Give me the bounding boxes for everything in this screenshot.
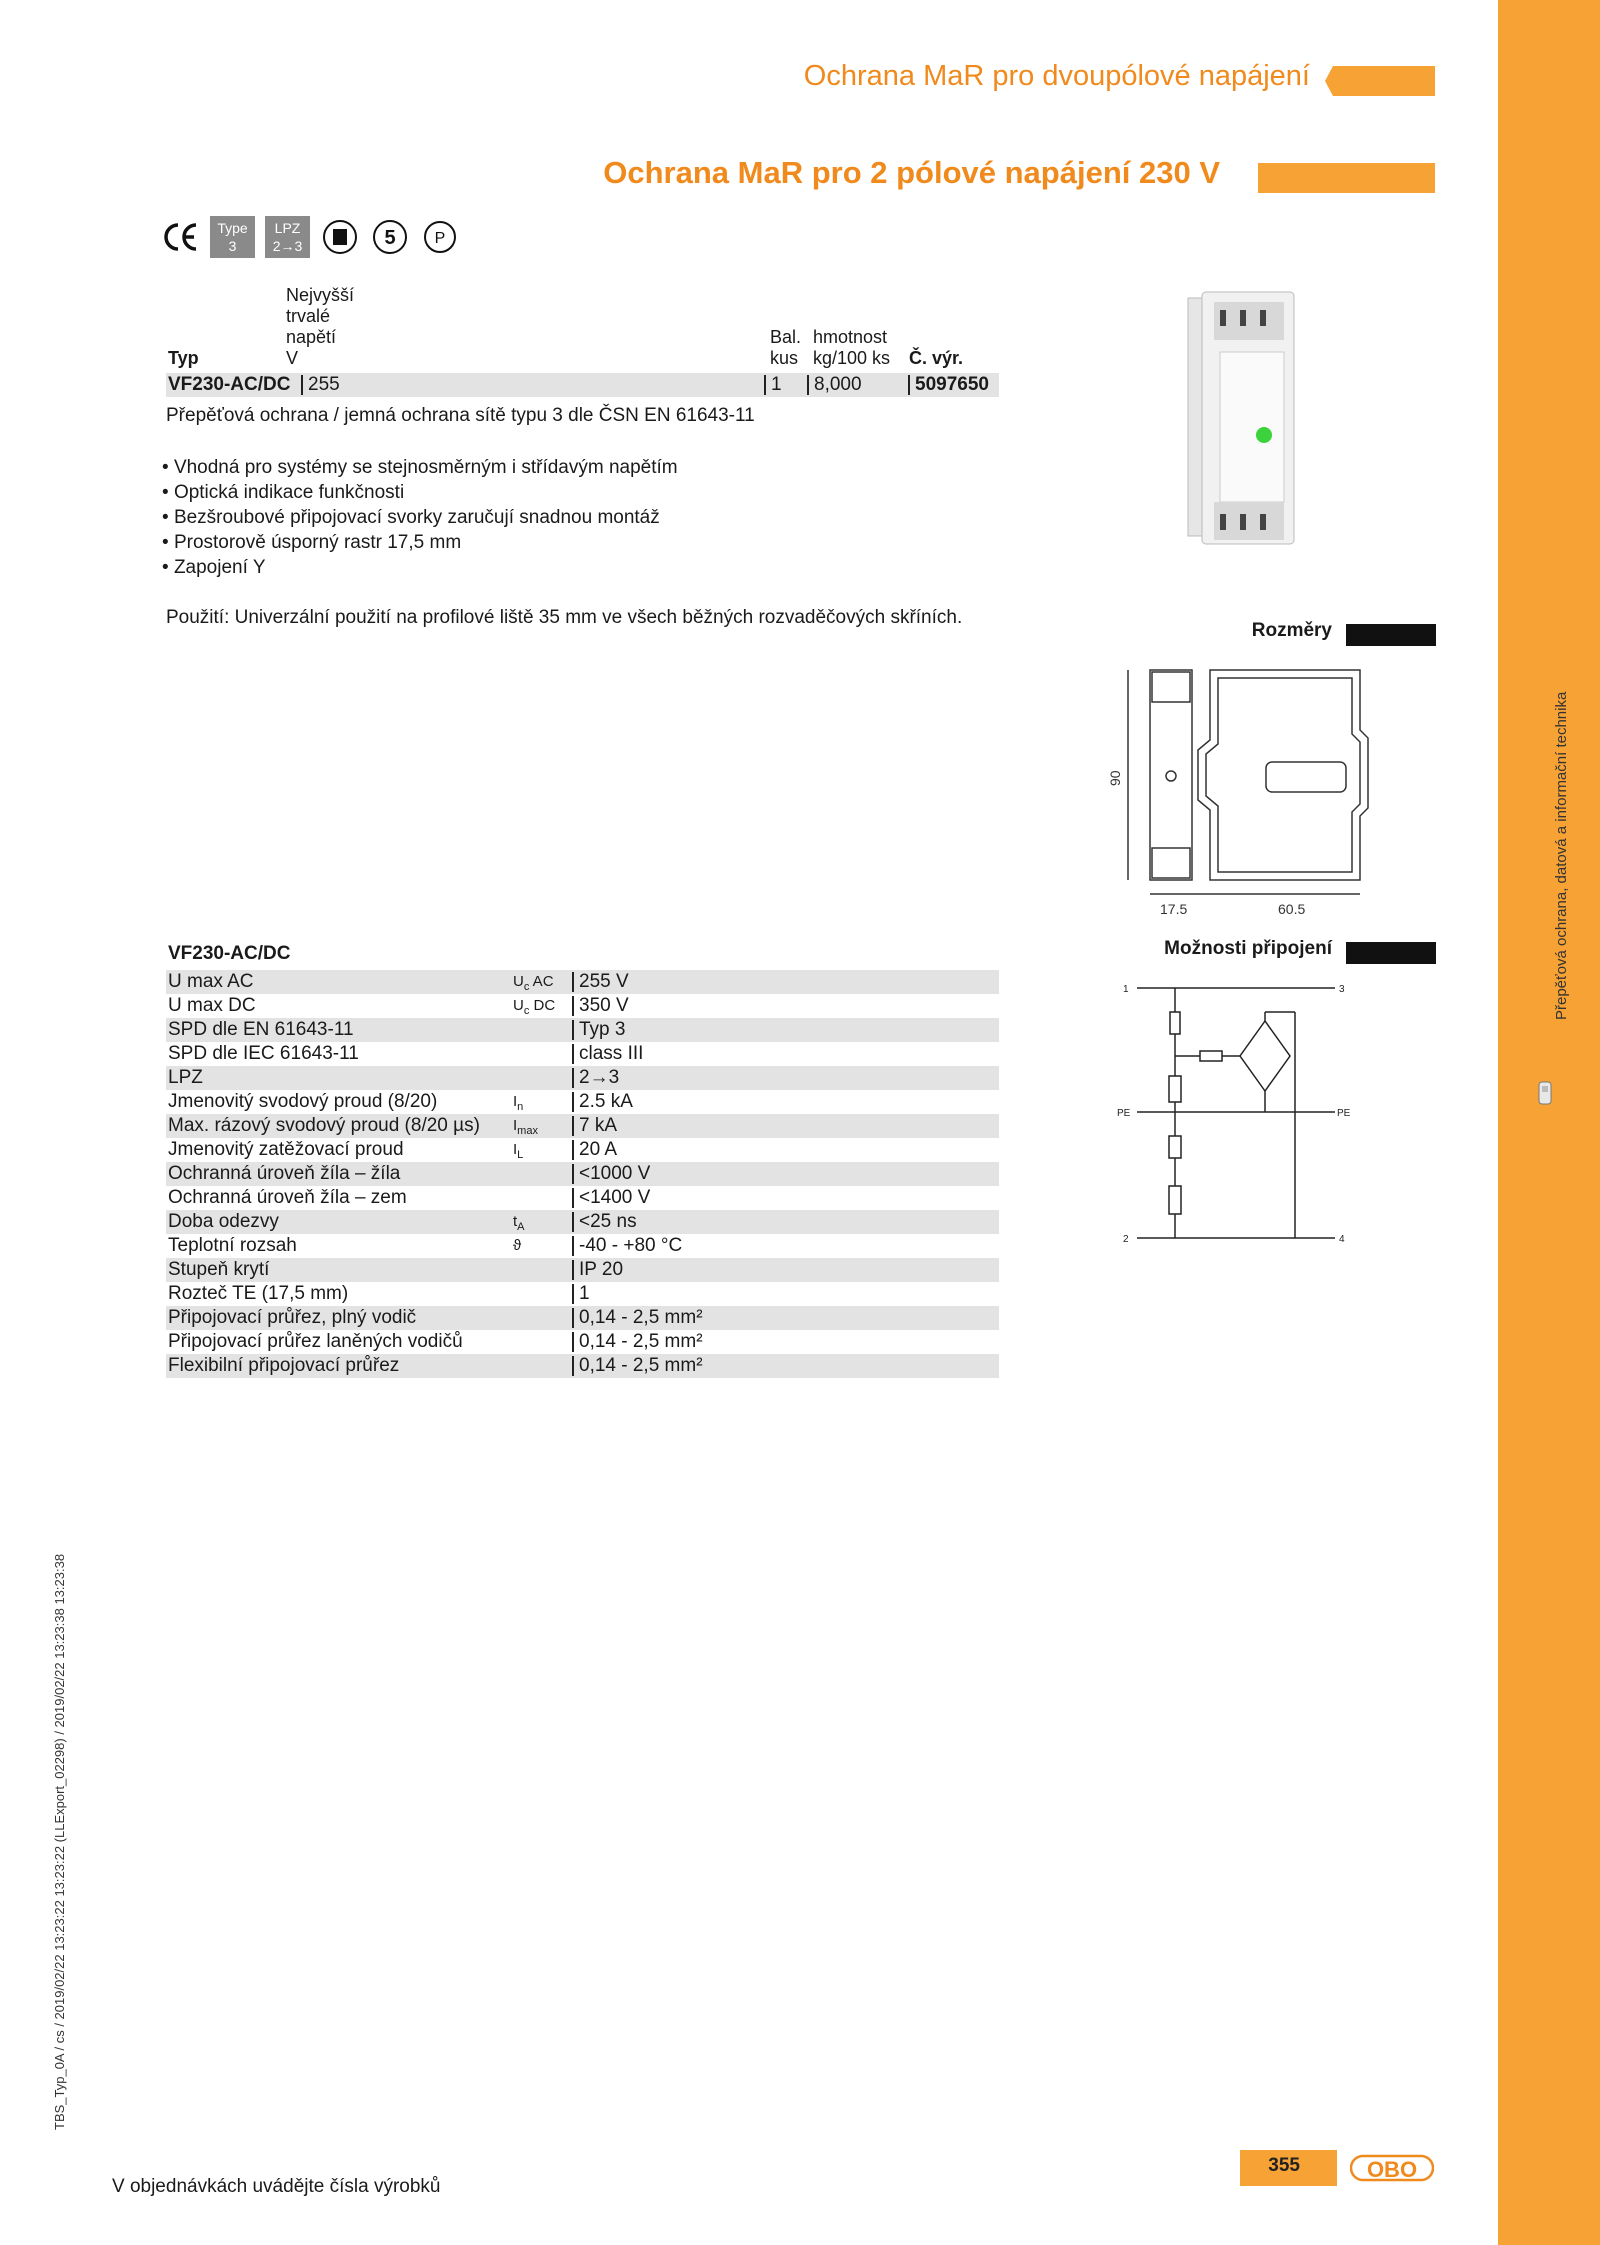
param-name: Rozteč TE (17,5 mm) (168, 1283, 349, 1304)
ethernet-plug-icon (1535, 1080, 1555, 1108)
feature-text: Prostorově úsporný rastr 17,5 mm (173, 532, 462, 553)
voltage-header-line: napětí (286, 327, 337, 347)
weight-header-line: hmotnost (813, 327, 888, 347)
param-name: Jmenovitý svodový proud (8/20) (168, 1091, 438, 1112)
symbol-sub: L (517, 1149, 524, 1161)
symbol-sub: A (517, 1221, 525, 1233)
param-value: IP 20 (572, 1260, 623, 1280)
side-category-label: Přepěťová ochrana, datová a informační technika (1553, 691, 1570, 1020)
table-row (166, 1258, 999, 1282)
tech-table (166, 970, 999, 1378)
symbol-sub: max (517, 1125, 538, 1137)
lpz-badge-label: LPZ (274, 220, 301, 236)
param-value: -40 - +80 °C (572, 1236, 682, 1256)
terminal-3-label: 3 (1339, 984, 1345, 995)
dimension-width-1: 17.5 (1160, 901, 1188, 917)
usage-text: Použití: Univerzální použití na profilové liště 35 mm ve všech běžných rozvaděčových skříních. (166, 607, 963, 628)
voltage-header-line: V (286, 348, 299, 368)
table-row (166, 373, 999, 397)
terminal-2-label: 2 (1123, 1234, 1129, 1245)
svg-text:5: 5 (384, 227, 396, 249)
svg-text:P: P (434, 230, 446, 247)
weight-header (813, 327, 890, 369)
symbol-sub: c (523, 981, 530, 993)
param-value: 20 A (572, 1140, 617, 1160)
table-row (166, 1354, 999, 1378)
typ-header: Typ (168, 348, 199, 368)
lpz-badge (265, 216, 310, 258)
weight-header-line: kg/100 ks (813, 348, 891, 368)
dimension-height: 90 (1107, 770, 1123, 786)
footer-note: V objednávkách uvádějte čísla výrobků (112, 2176, 441, 2197)
voltage-header-line: trvalé (286, 306, 331, 326)
lpz-badge-value: 2→3 (272, 238, 303, 254)
product-title-bar (1258, 163, 1435, 193)
terminal-4-label: 4 (1339, 1234, 1345, 1245)
table-row (166, 1090, 999, 1114)
param-name: SPD dle EN 61643-11 (168, 1019, 354, 1040)
param-value: <1400 V (572, 1188, 650, 1208)
symbol-main: U (513, 973, 524, 990)
certification-badges (160, 215, 460, 259)
weight-cell: 8,000 (807, 375, 862, 395)
order-no-header: Č. výr. (909, 348, 964, 368)
param-name: Jmenovitý zatěžovací proud (168, 1139, 404, 1160)
param-name: U max AC (168, 971, 254, 992)
pack-cell: 1 (764, 375, 782, 395)
terminal-1-label: 1 (1123, 984, 1129, 995)
dimension-drawing (1098, 660, 1380, 920)
param-name: Stupeň krytí (168, 1259, 270, 1280)
param-value: 2→3 (572, 1068, 619, 1088)
param-value: 7 kA (572, 1116, 617, 1136)
symbol-main: U (513, 997, 524, 1014)
table-row (166, 1234, 999, 1258)
symbol-main: ϑ (513, 1237, 522, 1254)
symbol-sub: n (517, 1101, 524, 1113)
dimensions-bar (1346, 624, 1436, 646)
param-name: Teplotní rozsah (168, 1235, 297, 1256)
symbol-sub: c (523, 1005, 530, 1017)
param-value: 1 (572, 1284, 590, 1304)
pack-header-line: Bal. (770, 327, 802, 347)
obo-logo (1350, 2150, 1434, 2186)
param-name: SPD dle IEC 61643-11 (168, 1043, 359, 1064)
symbol-main: I (513, 1141, 518, 1158)
connection-bar (1346, 942, 1436, 964)
param-value: class III (572, 1044, 643, 1064)
param-name: U max DC (168, 995, 256, 1016)
list-item: • Zapojení Y (162, 557, 266, 578)
table-row (166, 1114, 999, 1138)
table-row (166, 994, 999, 1018)
param-value: 350 V (572, 996, 629, 1016)
param-name: Ochranná úroveň žíla – žíla (168, 1163, 401, 1184)
warranty-5-icon (370, 217, 410, 257)
table-row (166, 1330, 999, 1354)
param-name: Připojovací průřez, plný vodič (168, 1307, 417, 1328)
ce-mark-icon (160, 217, 200, 257)
dimension-width-2: 60.5 (1278, 901, 1306, 917)
tech-table-title: VF230-AC/DC (168, 943, 291, 964)
export-imprint: TBS_Typ_0A / cs / 2019/02/22 13:23:22 13:23:22 (LLExport_02298) / 2019/02/22 13:23:38 13:23:38 (52, 1553, 67, 2130)
symbol-main: t (513, 1213, 518, 1230)
param-name: LPZ (168, 1067, 203, 1088)
voltage-header (286, 285, 354, 369)
type-badge-value: 3 (228, 238, 237, 254)
type-badge-label: Type (217, 220, 248, 236)
param-value: 0,14 - 2,5 mm² (572, 1332, 703, 1352)
list-item: • Vhodná pro systémy se stejnosměrným i střídavým napětím (162, 457, 678, 478)
type-badge (210, 216, 255, 258)
param-name: Připojovací průřez laněných vodičů (168, 1331, 463, 1352)
symbol-main: I (513, 1093, 518, 1110)
symbol-suffix: DC (529, 997, 556, 1014)
param-value: 0,14 - 2,5 mm² (572, 1308, 703, 1328)
pack-header-line: kus (770, 348, 799, 368)
product-title: Ochrana MaR pro 2 pólové napájení 230 V (603, 155, 1220, 190)
feature-list (162, 455, 678, 580)
dimensions-label: Rozměry (1251, 620, 1332, 641)
voltage-header-line: Nejvyšší (286, 285, 355, 305)
param-value: Typ 3 (572, 1020, 625, 1040)
section-title-tab (1325, 66, 1435, 96)
param-value: <1000 V (572, 1164, 650, 1184)
feature-text: Optická indikace funkčnosti (173, 482, 405, 503)
param-name: Flexibilní připojovací průřez (168, 1355, 400, 1376)
product-description: Přepěťová ochrana / jemná ochrana sítě typu 3 dle ČSN EN 61643-11 (166, 405, 755, 426)
table-row (166, 1210, 999, 1234)
voltage-cell: 255 (301, 375, 340, 395)
order-no-cell: 5097650 (908, 375, 989, 395)
table-row (166, 1306, 999, 1330)
page-number: 355 (1268, 2155, 1300, 2176)
table-row (166, 970, 999, 994)
eac-gost-mark-icon (420, 217, 460, 257)
feature-text: Vhodná pro systémy se stejnosměrným i střídavým napětím (173, 457, 678, 478)
list-item: • Prostorově úsporný rastr 17,5 mm (162, 532, 462, 553)
section-title: Ochrana MaR pro dvoupólové napájení (803, 60, 1310, 92)
feature-text: Zapojení Y (173, 557, 266, 578)
table-row (166, 1162, 999, 1186)
param-value: <25 ns (572, 1212, 637, 1232)
connection-label: Možnosti připojení (1164, 938, 1332, 959)
obo-logo-text: OBO (1366, 2157, 1418, 2182)
pe-left-label: PE (1117, 1108, 1131, 1119)
param-value: 2.5 kA (572, 1092, 633, 1112)
side-color-band (1498, 0, 1600, 2245)
feature-text: Bezšroubové připojovací svorky zaručují snadnou montáž (173, 507, 660, 528)
param-value: 255 V (572, 972, 629, 992)
symbol-main: I (513, 1117, 518, 1134)
pe-right-label: PE (1337, 1108, 1351, 1119)
param-name: Ochranná úroveň žíla – zem (168, 1187, 407, 1208)
test-mark-icon (320, 217, 360, 257)
param-name: Doba odezvy (168, 1211, 279, 1232)
symbol-suffix: AC (529, 973, 554, 990)
table-row (166, 1282, 999, 1306)
table-row (166, 1018, 999, 1042)
param-name: Max. rázový svodový proud (8/20 µs) (168, 1115, 480, 1136)
typ-cell: VF230-AC/DC (168, 374, 291, 395)
pack-header (770, 327, 801, 369)
list-item: • Bezšroubové připojovací svorky zaručují snadnou montáž (162, 507, 660, 528)
param-value: 0,14 - 2,5 mm² (572, 1356, 703, 1376)
table-row (166, 1066, 999, 1090)
list-item: • Optická indikace funkčnosti (162, 482, 405, 503)
table-row (166, 1042, 999, 1066)
product-photo (1180, 290, 1300, 550)
table-row (166, 1138, 999, 1162)
connection-diagram (1115, 976, 1355, 1256)
table-row (166, 1186, 999, 1210)
